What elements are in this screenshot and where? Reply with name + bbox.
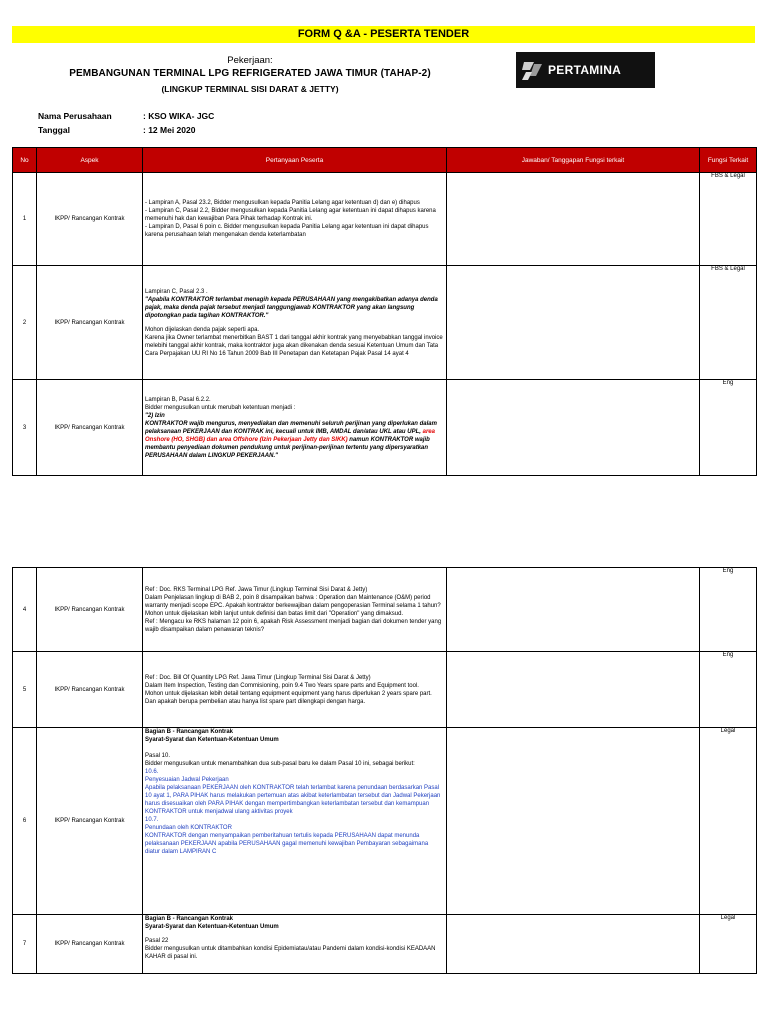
question-quote: "Apabila KONTRAKTOR terlambat menagih kepada PERUSAHAAN yang mengakibatkan adanya denda pajak, maka denda pajak tersebut menjadi tanggungjawab KONTRAKTOR yang akan langsung dipotongkan pada tagihan KONTRAKTOR." (145, 296, 438, 319)
question-proposal: 10.6. (145, 769, 159, 775)
row-aspek: IKPP/ Rancangan Kontrak (37, 173, 143, 266)
question-heading: Bagian B - Rancangan Kontrak (145, 729, 234, 735)
question-proposal: KONTRAKTOR dengan menyampaikan pemberitahuan tertulis kepada PERUSAHAAN dapat menunda pelaksanaan PEKERJAAN apabila PERUSAHAAN gagal memenuhi kewajiban Pembayaran sebagaimana diatur dalam LAMPIRAN C (145, 833, 429, 855)
answer-cell[interactable] (447, 652, 700, 728)
row-number: 6 (13, 728, 37, 915)
answer-cell[interactable] (447, 915, 700, 974)
row-aspek: IKPP/ Rancangan Kontrak (37, 568, 143, 652)
logo-text: PERTAMINA (548, 63, 622, 77)
pertamina-logo-icon (522, 58, 544, 82)
table-row (13, 173, 757, 266)
question-proposal: Penyesuaian Jadwal Pekerjaan (145, 777, 229, 783)
row-fungsi: Eng (700, 380, 757, 476)
question-text: Ref : Doc. RKS Terminal LPG Ref. Jawa Timur (Lingkup Terminal Sisi Darat & Jetty) (145, 586, 368, 593)
table-row (13, 380, 757, 476)
row-aspek: IKPP/ Rancangan Kontrak (37, 915, 143, 974)
row-fungsi: Legal (700, 915, 757, 974)
col-header-fungsi: Fungsi Terkait (700, 148, 757, 173)
question-text: - Lampiran A, Pasal 23.2, Bidder mengusulkan kepada Panitia Lelang agar ketentuan d) dan e) dihapus (145, 200, 420, 206)
pertamina-logo (516, 52, 655, 88)
question-text: Dalam Item Inspection, Testing dan Commisioning, poin 9.4 Two Years spare parts and Equipment tool. (145, 682, 419, 689)
row-number: 7 (13, 915, 37, 974)
question-text: Mohon untuk dijelaskan lebih lanjut untuk definisi dan batas limit dari "Operation" yang dimaksud. (145, 610, 404, 617)
row-number: 1 (13, 173, 37, 266)
answer-cell[interactable] (447, 568, 700, 652)
question-text: Ref : Doc. Bill Of Quantity LPG Ref. Jawa Timur (Lingkup Terminal Sisi Darat & Jetty) (145, 674, 371, 681)
row-aspek: IKPP/ Rancangan Kontrak (37, 380, 143, 476)
col-header-no: No (13, 148, 37, 173)
question-text: Bidder mengusulkan untuk merubah ketentuan menjadi : (145, 404, 296, 411)
question-text: Dalam Penjelasan lingkup di BAB 2, poin 8 disampaikan bahwa : Operation dan Maintenance (O&M) period warranty menjadi scope EPC. Apakah kontraktor berkewajiban dalam pengoperasian Terminal selama 1 tahun? (145, 594, 441, 609)
company-value: : KSO WIKA- JGC (143, 111, 215, 121)
row-question (143, 728, 447, 915)
col-header-aspek: Aspek (37, 148, 143, 173)
row-fungsi: Eng (700, 568, 757, 652)
row-aspek: IKPP/ Rancangan Kontrak (37, 652, 143, 728)
question-quote (145, 420, 444, 460)
question-text: Lampiran B, Pasal 6.2.2. (145, 396, 211, 403)
question-text: Karena jika Owner terlambat menerbitkan BAST 1 dari tanggal akhir kontrak yang menyebabkan tanggal invoice melebihi tanggal akhir kontrak, maka kontraktor juga akan dikenakan denda sesuai Ketentuan Umum dan Tata Cara Perpajakan UU RI No 16 Tahun 2009 Bab III Penetapan dan Ketetapan Pajak Pasal 14 ayat 4 (145, 334, 443, 357)
question-heading: Syarat-Syarat dan Ketentuan-Ketentuan Umum (145, 924, 279, 930)
question-heading: Bagian B - Rancangan Kontrak (145, 916, 234, 922)
company-label: Nama Perusahaan (38, 111, 112, 121)
answer-cell[interactable] (447, 728, 700, 915)
question-quote-part: KONTRAKTOR wajib mengurus, menyediakan dan memenuhi seluruh perijinan yang diperlukan dalam pelaksanaan PEKERJAAN dan KONTRAK ini, kecuali untuk IMB, AMDAL dan/atau UKL atau UPL, (145, 420, 437, 435)
row-aspek: IKPP/ Rancangan Kontrak (37, 266, 143, 380)
question-text: Mohon dijelaskan denda pajak seperti apa. (145, 326, 260, 333)
row-fungsi: Legal (700, 728, 757, 915)
qa-table-part-2 (12, 567, 757, 974)
table-row (13, 915, 757, 974)
question-text: - Lampiran C, Pasal 2.2, Bidder mengusulkan kepada Panitia Lelang agar ketentuan ini dapat dihapus karena memenuhi hak dan kewajiban Para Pihak terhadap Kontrak ini. (145, 208, 436, 222)
question-text: Pasal 10. (145, 753, 171, 759)
row-question (143, 380, 447, 476)
question-heading: Syarat-Syarat dan Ketentuan-Ketentuan Umum (145, 737, 279, 743)
row-fungsi: FBS & Legal (700, 266, 757, 380)
col-header-pertanyaan: Pertanyaan Peserta (143, 148, 447, 173)
row-question (143, 568, 447, 652)
project-title: PEMBANGUNAN TERMINAL LPG REFRIGERATED JAWA TIMUR (TAHAP-2) (69, 68, 431, 79)
col-header-jawaban: Jawaban/ Tanggapan Fungsi terkait (447, 148, 700, 173)
answer-cell[interactable] (447, 380, 700, 476)
question-text: Mohon untuk dijelaskan lebih detail tentang equipment equipment yang harus diperlukan 2 years spare part. Dan apakah berupa pembelian atau hanya list spare part dilengkapi dengan harga. (145, 690, 432, 705)
form-title-banner: FORM Q &A - PESERTA TENDER (12, 26, 755, 43)
question-text: Lampiran C, Pasal 2.3 . (145, 288, 208, 295)
question-quote: "2) Izin (145, 412, 165, 419)
question-proposal: 10.7. (145, 817, 159, 823)
question-proposal: Penundaan oleh KONTRAKTOR (145, 825, 232, 831)
row-question (143, 173, 447, 266)
table-row (13, 728, 757, 915)
project-subtitle: (LINGKUP TERMINAL SISI DARAT & JETTY) (161, 84, 339, 94)
question-quote-part: namun KONTRAKTOR wajib membantu penyediaan dokumen pendukung untuk perijinan-perijinan tertentu yang dipersyaratkan PERUSAHAAN dalam LINGKUP PEKERJAAN." (145, 436, 430, 459)
row-number: 3 (13, 380, 37, 476)
question-text: - Lampiran D, Pasal 6 poin c. Bidder mengusulkan kepada Panitia Lelang agar ketentuan ini dapat dihapus karena perusahaan telah mengenakan denda keterlambatan (145, 224, 429, 238)
row-number: 5 (13, 652, 37, 728)
answer-cell[interactable] (447, 173, 700, 266)
question-text: Ref : Mengacu ke RKS halaman 12 poin 6, apakah Risk Assessment menjadi bagian dari dokumen tender yang wajib disampaikan dalam penawaran teknis? (145, 618, 442, 633)
question-text: Bidder mengusulkan untuk menambahkan dua sub-pasal baru ke dalam Pasal 10 ini, sebagai berikut: (145, 761, 415, 767)
table-row (13, 652, 757, 728)
row-question (143, 915, 447, 974)
table-row (13, 266, 757, 380)
question-highlight-red: area Onshore (HO, SHGB) dan area Offshore (Izin Pekerjaan Jetty dan SIKK) (145, 428, 435, 443)
row-question (143, 266, 447, 380)
answer-cell[interactable] (447, 266, 700, 380)
date-value: : 12 Mei 2020 (143, 125, 196, 135)
qa-table-part-1 (12, 147, 757, 476)
row-fungsi: FBS & Legal (700, 173, 757, 266)
table-row (13, 568, 757, 652)
question-text: Pasal 22 (145, 938, 169, 944)
row-number: 2 (13, 266, 37, 380)
row-fungsi: Eng (700, 652, 757, 728)
project-label: Pekerjaan: (227, 55, 273, 66)
row-number: 4 (13, 568, 37, 652)
question-text: Bidder mengusulkan untuk ditambahkan kondisi Epidemiatau/atau Pandemi dalam kondisi-kondisi KEADAAN KAHAR di pasal ini. (145, 946, 436, 960)
date-label: Tanggal (38, 125, 70, 135)
row-aspek: IKPP/ Rancangan Kontrak (37, 728, 143, 915)
row-question (143, 652, 447, 728)
question-proposal: Apabila pelaksanaan PEKERJAAN oleh KONTRAKTOR telah terlambat karena penundaan berdasarkan Pasal 10 ayat 1, PARA PIHAK harus melakukan pertemuan atas akibat keterlambatan tersebut dan Jadwal Pekerjaan harus disesuaikan oleh PARA PIHAK dengan mempertimbangkan keterlambatan tersebut dan kemampuan KONTRAKTOR untuk menjadwal ulang aktivitas proyek (145, 785, 441, 815)
